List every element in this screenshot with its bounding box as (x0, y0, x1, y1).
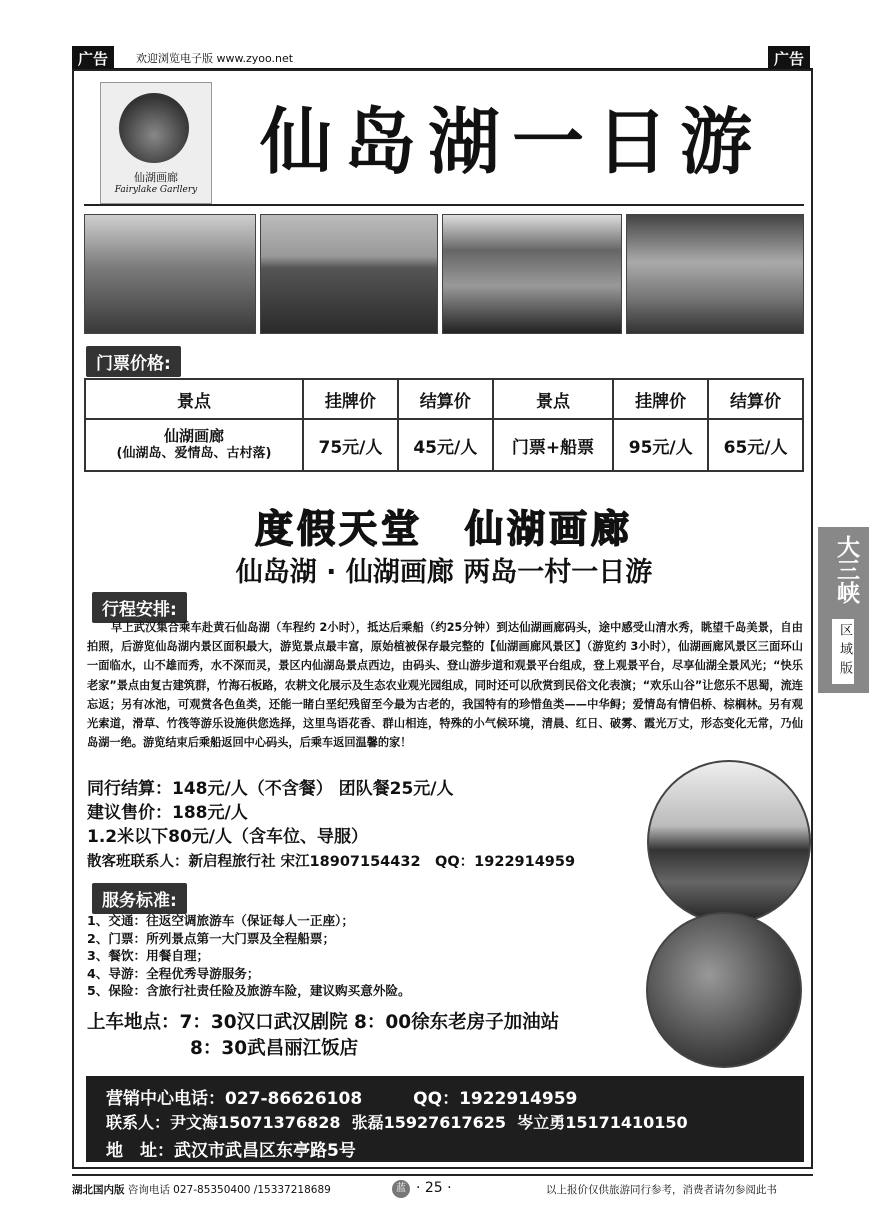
photo-food-circle (646, 912, 802, 1068)
spot1-cell (85, 419, 303, 471)
footer-left (72, 1182, 331, 1197)
tickets-section-label: 门票价格: (86, 346, 181, 377)
ad-tag-right: 广告 (768, 46, 810, 71)
header-cell: 挂牌价 (303, 379, 398, 419)
slogan: 度假天堂 仙湖画廊 (254, 506, 633, 551)
logo-emblem-icon (119, 93, 189, 163)
logo-cn: 仙湖画廊 (134, 171, 178, 184)
photo-pavilion (626, 214, 804, 334)
address-line: 地 址：武汉市武昌区东亭路5号 (106, 1141, 356, 1161)
service-item: 1、交通：往返空调旅游车（保证每人一正座）； (87, 913, 354, 928)
itinerary-line: 秀，眺望千岛美景，自由拍照，后游览仙岛湖内景区面积最大，游览景点最丰富，原始植被保存最完整的【仙湖画廊风 (87, 621, 803, 654)
itinerary-line: 码头、登山游步道和观景平台组成，登上观景平台，尽享仙湖全景风光；“快乐老家”景点由复古建筑群，竹海石板路， (87, 659, 803, 692)
side-tab-title: 大三峡 (833, 535, 860, 604)
footer-phone: 咨询电话 027-85350400 /15337218689 (127, 1184, 331, 1196)
service-item: 4、导游：全程优秀导游服务； (87, 965, 260, 981)
boarding-line-1: 上车地点：7：30汉口武汉剧院 8：00徐东老房子加油站 (87, 1012, 560, 1033)
title-rule (84, 204, 804, 206)
subtitle: 仙岛湖 · 仙湖画廊 两岛一村一日游 (235, 557, 653, 588)
peer-settlement-line: 同行结算：148元/人（不含餐） 团队餐25元/人 (87, 779, 454, 799)
itinerary-text (87, 618, 803, 752)
welcome-text[interactable]: 欢迎浏览电子版 www.zyoo.net (136, 52, 294, 65)
photo-water (442, 214, 622, 334)
itinerary-line: 农耕文化展示及生态农业观光园组成，同时还可以欣赏到民俗文化表演；“欢乐山谷”让您乐不思蜀，流连忘返；另有 (87, 678, 803, 711)
logo-box (100, 82, 212, 204)
spot1-detail: (仙湖岛、爱情岛、古村落) (116, 446, 272, 461)
settle-price-2: 65元/人 (708, 419, 803, 471)
itinerary-line: 榈林。另有观光索道，滑草、竹筏等游乐设施供您选择，这里鸟语花香、群山相连，特殊的小气候环境，清晨、红日、 (87, 697, 803, 731)
itinerary-line: 破雾、霞光万丈，形态变化无常，乃仙岛湖一绝。游览结束后乘船返回中心码头，后乘车返回温馨的家！ (87, 717, 803, 750)
ad-tag-left: 广告 (72, 46, 114, 71)
header-cell: 结算价 (398, 379, 493, 419)
footer-edition: 湖北国内版 (72, 1184, 125, 1196)
service-section-label: 服务标准: (92, 883, 187, 914)
page-title: 仙岛湖一日游 (259, 99, 764, 184)
service-item: 3、餐饮：用餐自理； (87, 948, 210, 963)
itinerary-line: 景区】（游览约 3小时），仙湖画廊风景区三面环山一面临水，山不雄而秀，水不深而灵，景区内仙湖岛景点西边，由 (87, 640, 803, 673)
header-cell: 景点 (493, 379, 614, 419)
header-cell: 结算价 (708, 379, 803, 419)
itinerary-section-label: 行程安排: (92, 592, 187, 623)
logo-en: Fairylake Garllery (114, 185, 198, 195)
list-price-1: 75元/人 (303, 419, 398, 471)
boarding-line-2: 8：30武昌丽江饭店 (190, 1038, 359, 1059)
suggested-price-line: 建议售价：188元/人 (87, 803, 248, 823)
header-cell: 挂牌价 (613, 379, 708, 419)
photo-lake (260, 214, 438, 334)
sales-phone-line: 营销中心电话：027-86626108 QQ：1922914959 (106, 1089, 578, 1109)
service-item: 5、保险：含旅行社责任险及旅游车险，建议购买意外险。 (87, 983, 411, 998)
child-price-line: 1.2米以下80元/人（含车位、导服） (87, 827, 368, 847)
list-price-2: 95元/人 (613, 419, 708, 471)
spot2-cell: 门票+船票 (493, 419, 614, 471)
service-list (87, 912, 411, 1000)
side-tab-sub: 区域版 (832, 619, 854, 684)
contact-line: 散客班联系人：新启程旅行社 宋江18907154432 QQ：1922914959 (87, 854, 576, 870)
contact-box (86, 1076, 804, 1162)
header-cell: 景点 (85, 379, 303, 419)
contacts-line: 联系人：尹文海15071376828 张磊15927617625 岑立勇15171410150 (106, 1113, 688, 1132)
itinerary-line: 早上武汉集合乘车赴黄石仙岛湖（车程约 2小时），抵达后乘船（约25分钟）到达仙湖画廊码头，途中感受山清水 (111, 621, 679, 634)
price-table-row (85, 419, 803, 471)
page-number: · 25 · (416, 1180, 452, 1196)
region-side-tab (818, 527, 869, 693)
photo-sunset-circle (647, 760, 811, 924)
page-badge-icon: 蓝 (392, 1180, 410, 1198)
price-table-header (85, 379, 803, 419)
settle-price-1: 45元/人 (398, 419, 493, 471)
spot1-name: 仙湖画廊 (163, 427, 224, 445)
itinerary-line: 冰池，可观赏各色鱼类，还能一睹白垩纪残留至今最为古老的，我国特有的珍惜鱼类——中华鲟；爱情岛有情侣桥、棕 (143, 697, 735, 711)
photo-village (84, 214, 256, 334)
footer-rule (72, 1174, 813, 1176)
footer-right: 以上报价仅供旅游同行参考，消费者请勿参阅此书 (546, 1184, 777, 1196)
price-table (84, 378, 804, 472)
service-item: 2、门票：所列景点第一大门票及全程船票； (87, 930, 336, 946)
